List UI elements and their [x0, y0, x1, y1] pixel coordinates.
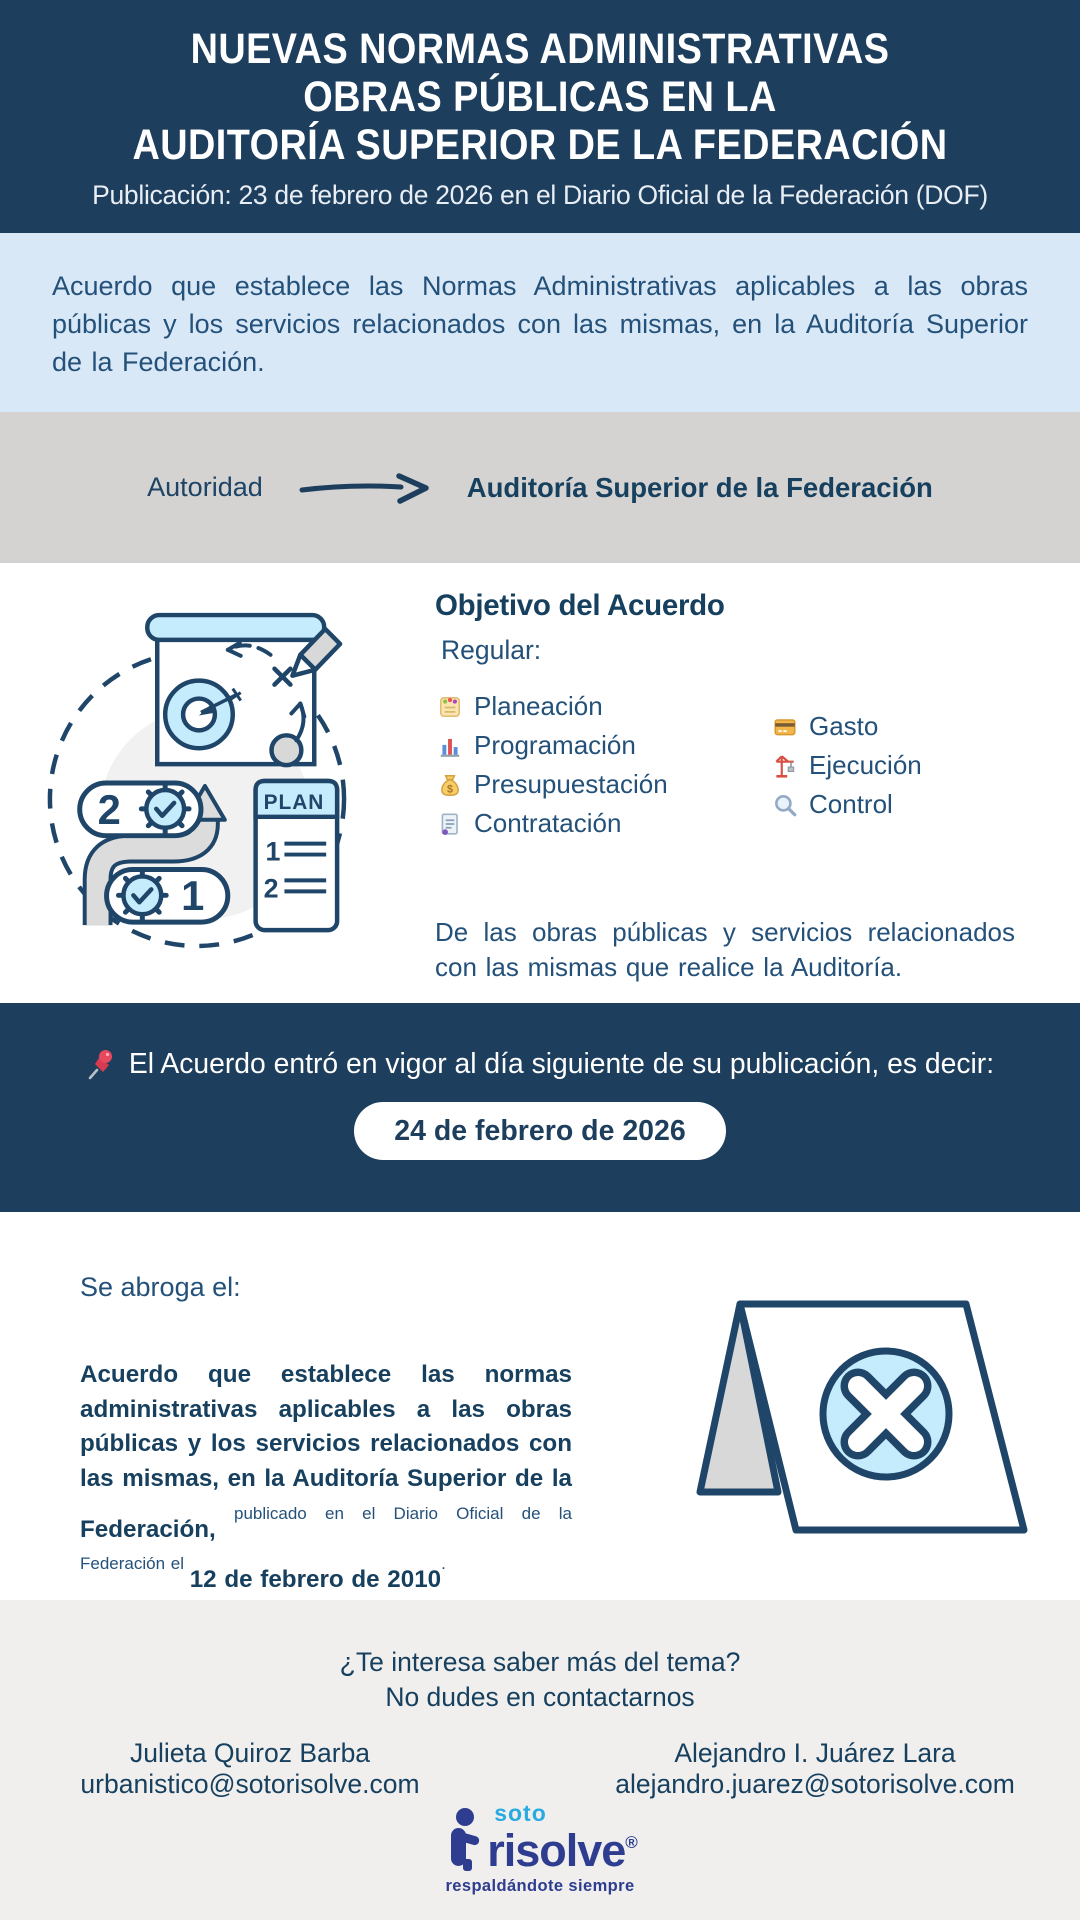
- repeal-bold-date: 12 de febrero de 2010: [189, 1566, 442, 1594]
- contact-person: [55, 1738, 445, 1800]
- item-label: Control: [809, 789, 893, 819]
- notepad-icon: [437, 694, 463, 720]
- list-item: [772, 713, 922, 740]
- header: [0, 0, 1080, 233]
- contact-name: Alejandro I. Juárez Lara: [674, 1738, 956, 1768]
- contact-person: [595, 1738, 1035, 1800]
- objective-section: [0, 563, 1080, 1003]
- badge-1-label: 1: [181, 872, 205, 920]
- arrow-right-icon: [299, 472, 431, 504]
- page-title: [65, 25, 1015, 169]
- planning-illustration: [36, 603, 354, 969]
- abrogated-card-illustration: [628, 1296, 1036, 1538]
- contact-name: Julieta Quiroz Barba: [129, 1738, 371, 1768]
- brand-soto: soto: [494, 1800, 547, 1826]
- item-label: Presupuestación: [474, 769, 668, 799]
- gear-check-icon: [118, 871, 166, 920]
- item-label: Planeación: [474, 691, 603, 721]
- magnifier-icon: [772, 792, 798, 818]
- list-item: [772, 791, 922, 818]
- effective-banner: [0, 1003, 1080, 1212]
- registered-mark: ®: [625, 1833, 638, 1852]
- plan-row-1-number: 1: [265, 836, 281, 867]
- repeal-paragraph: [80, 1358, 572, 1598]
- objective-note: De las obras públicas y servicios relacionados con las mismas que realice la Auditoría.: [435, 917, 1015, 982]
- objective-list-right: [772, 713, 922, 830]
- publication-subtitle: Publicación: 23 de febrero de 2026 en el Diario Oficial de la Federación (DOF): [92, 180, 988, 210]
- item-label: Programación: [474, 730, 636, 760]
- authority-label: Autoridad: [147, 472, 263, 502]
- document-icon: [437, 811, 463, 837]
- authority-value: Auditoría Superior de la Federación: [466, 471, 933, 503]
- list-item: [437, 771, 668, 798]
- contact-email: alejandro.juarez@sotorisolve.com: [615, 1769, 1015, 1799]
- brand-risolve: risolve: [487, 1825, 626, 1876]
- page-title-line-1: NUEVAS NORMAS ADMINISTRATIVAS: [190, 25, 890, 73]
- list-item: [437, 732, 668, 759]
- plan-row-2-number: 2: [263, 873, 279, 904]
- svg-text:$: $: [446, 783, 454, 796]
- credit-card-icon: [772, 714, 798, 740]
- bar-chart-icon: [437, 733, 463, 759]
- list-item: [437, 693, 668, 720]
- list-item: [437, 810, 668, 837]
- badge-2-label: 2: [97, 785, 121, 833]
- contact-question-line2: No dudes en contactarnos: [385, 1682, 695, 1712]
- money-bag-icon: [437, 772, 463, 798]
- person-icon: [442, 1807, 484, 1873]
- repeal-section: [0, 1212, 1080, 1600]
- list-item: [772, 752, 922, 779]
- brand-logo: [0, 1800, 1080, 1896]
- authority-band: [0, 412, 1080, 563]
- plan-card-title: PLAN: [263, 790, 325, 814]
- repeal-suffix: .: [441, 1554, 446, 1574]
- gear-check-icon: [141, 785, 189, 834]
- footer: [0, 1600, 1080, 1920]
- intro-text: Acuerdo que establece las Normas Administrativas aplicables a las obras públicas y los servicios relacionados con las mismas, en la Auditoría Superior de la Federación.: [52, 271, 1028, 377]
- repeal-regular-text: publicado en el Diario Oficial de la Federación el: [80, 1503, 572, 1574]
- repeal-bold-text: Acuerdo que establece las normas administrativas aplicables a las obras públicas y los servicios relacionados con las mismas, en la Auditoría Superior de la Federación,: [80, 1361, 572, 1543]
- contact-question-line1: ¿Te interesa saber más del tema?: [339, 1647, 741, 1677]
- crane-icon: [772, 753, 798, 779]
- repeal-lead: Se abroga el:: [80, 1272, 241, 1302]
- contact-email: urbanistico@sotorisolve.com: [80, 1769, 420, 1799]
- objective-title: Objetivo del Acuerdo: [435, 589, 725, 622]
- item-label: Ejecución: [809, 750, 922, 780]
- effective-text: El Acuerdo entró en vigor al día siguiente de su publicación, es decir:: [128, 1047, 995, 1079]
- item-label: Contratación: [474, 808, 622, 838]
- x-mark-icon: [858, 1386, 914, 1442]
- page-title-line-2: OBRAS PÚBLICAS EN LA: [303, 73, 777, 121]
- objective-lead: Regular:: [441, 635, 542, 665]
- effective-date-pill: 24 de febrero de 2026: [354, 1102, 726, 1160]
- objective-list-left: [437, 693, 668, 849]
- intro-section: [0, 233, 1080, 412]
- item-label: Gasto: [809, 711, 879, 741]
- page-title-line-3: AUDITORÍA SUPERIOR DE LA FEDERACIÓN: [132, 121, 948, 169]
- pushpin-icon: [86, 1048, 116, 1080]
- brand-tagline: respaldándote siempre: [445, 1877, 635, 1895]
